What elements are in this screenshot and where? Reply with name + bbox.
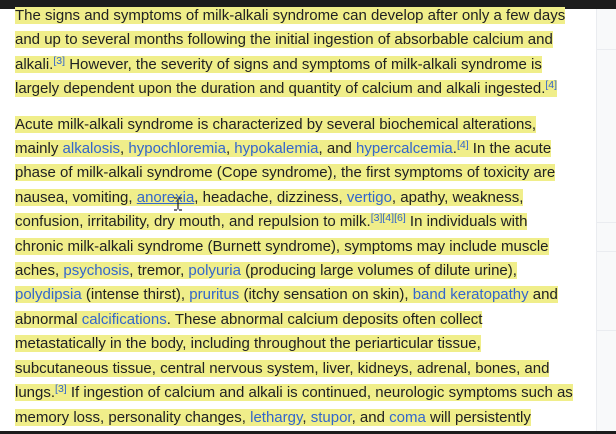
wiki-link[interactable]: vertigo [346, 188, 392, 206]
panel-divider [597, 330, 616, 331]
citation-superscript [53, 55, 65, 67]
paragraph-text: Acute milk-alkali syndrome is characterized by several biochemical alterations, mainly [15, 115, 537, 158]
wiki-link[interactable]: hypokalemia [234, 140, 319, 158]
paragraph-text: In the acute phase of milk-alkali syndrome (Cope syndrome), the first symptoms of toxicity are nausea, vomiting, [15, 140, 556, 206]
citation-superscript [545, 79, 557, 91]
paragraph-text: , and [351, 408, 390, 426]
panel-divider [597, 49, 616, 50]
paragraph-text: . These abnormal calcium deposits often collect metastatically in the body, including throughout the periarticular tissue, subcutaneous tissue, central nervous system, liver, kidneys, adrenal, bones, and lungs. [15, 310, 550, 402]
wiki-link[interactable]: polydipsia [15, 286, 82, 304]
wiki-link[interactable]: psychosis [63, 262, 130, 280]
citation-superscript [55, 383, 67, 395]
paragraph-text: , and [318, 140, 357, 158]
citation-link[interactable]: [4] [545, 79, 558, 92]
wiki-link[interactable]: lethargy [250, 408, 303, 426]
wiki-link[interactable]: polyuria [188, 262, 241, 280]
paragraph-text: , [225, 140, 235, 158]
paragraph-text: The signs and symptoms of milk-alkali syndrome can develop after only a few days and up to several months following the initial ingestion of absorbable calcium and alkali. [15, 7, 566, 73]
panel-divider [597, 222, 616, 223]
citation-link[interactable]: [4] [456, 139, 469, 152]
citation-link[interactable]: [3] [53, 54, 66, 67]
citation-superscript [457, 139, 469, 151]
paragraph-text: However, the severity of signs and symptoms of milk-alkali syndrome is largely dependent upon the duration and quantity of calcium and alkali ingested. [15, 55, 546, 98]
wiki-link[interactable]: anorexia [136, 188, 195, 206]
wiki-link[interactable]: band keratopathy [412, 286, 529, 304]
panel-divider [597, 251, 616, 252]
paragraph-text: will persistently [425, 408, 531, 426]
paragraph-text: (intense thirst), [81, 286, 190, 304]
wiki-link[interactable]: coma [389, 408, 426, 426]
paragraph-text: , apathy, weakness, confusion, irritability, dry mouth, and repulsion to milk. [15, 188, 524, 231]
highlighted-text [15, 7, 565, 97]
article-paragraph [15, 113, 575, 430]
citation-link[interactable]: [3][4][6] [370, 212, 406, 225]
citation-superscript [371, 212, 406, 224]
paragraph-text: In individuals with chronic milk-alkali syndrome (Burnett syndrome), symptoms may include muscle aches, [15, 213, 549, 280]
article-paragraph [15, 4, 575, 102]
citation-link[interactable]: [3] [55, 383, 67, 396]
highlighted-text [15, 116, 573, 426]
paragraph-text: . [452, 140, 457, 158]
wiki-link[interactable]: hypercalcemia [356, 140, 453, 158]
text-cursor-icon [172, 197, 184, 211]
right-side-panel [596, 9, 616, 431]
wiki-link[interactable]: stupor [310, 408, 352, 426]
article-body [15, 4, 575, 430]
paragraph-text: and abnormal [15, 286, 558, 328]
paragraph-text: , tremor, [129, 262, 189, 280]
wiki-link[interactable]: pruritus [189, 286, 240, 304]
wiki-link[interactable]: hypochloremia [128, 140, 226, 158]
paragraph-text: (producing large volumes of dilute urine), [240, 262, 517, 280]
wiki-link[interactable]: calcifications [81, 310, 167, 328]
paragraph-text: , [120, 140, 129, 158]
wiki-link[interactable]: alkalosis [62, 140, 121, 158]
paragraph-text: (itchy sensation on skin), [239, 286, 413, 304]
paragraph-text: If ingestion of calcium and alkali is continued, neurologic symptoms such as memory loss, personality changes, [15, 384, 573, 426]
paragraph-text: , headache, dizziness, [194, 188, 347, 206]
paragraph-text: , [302, 408, 311, 426]
